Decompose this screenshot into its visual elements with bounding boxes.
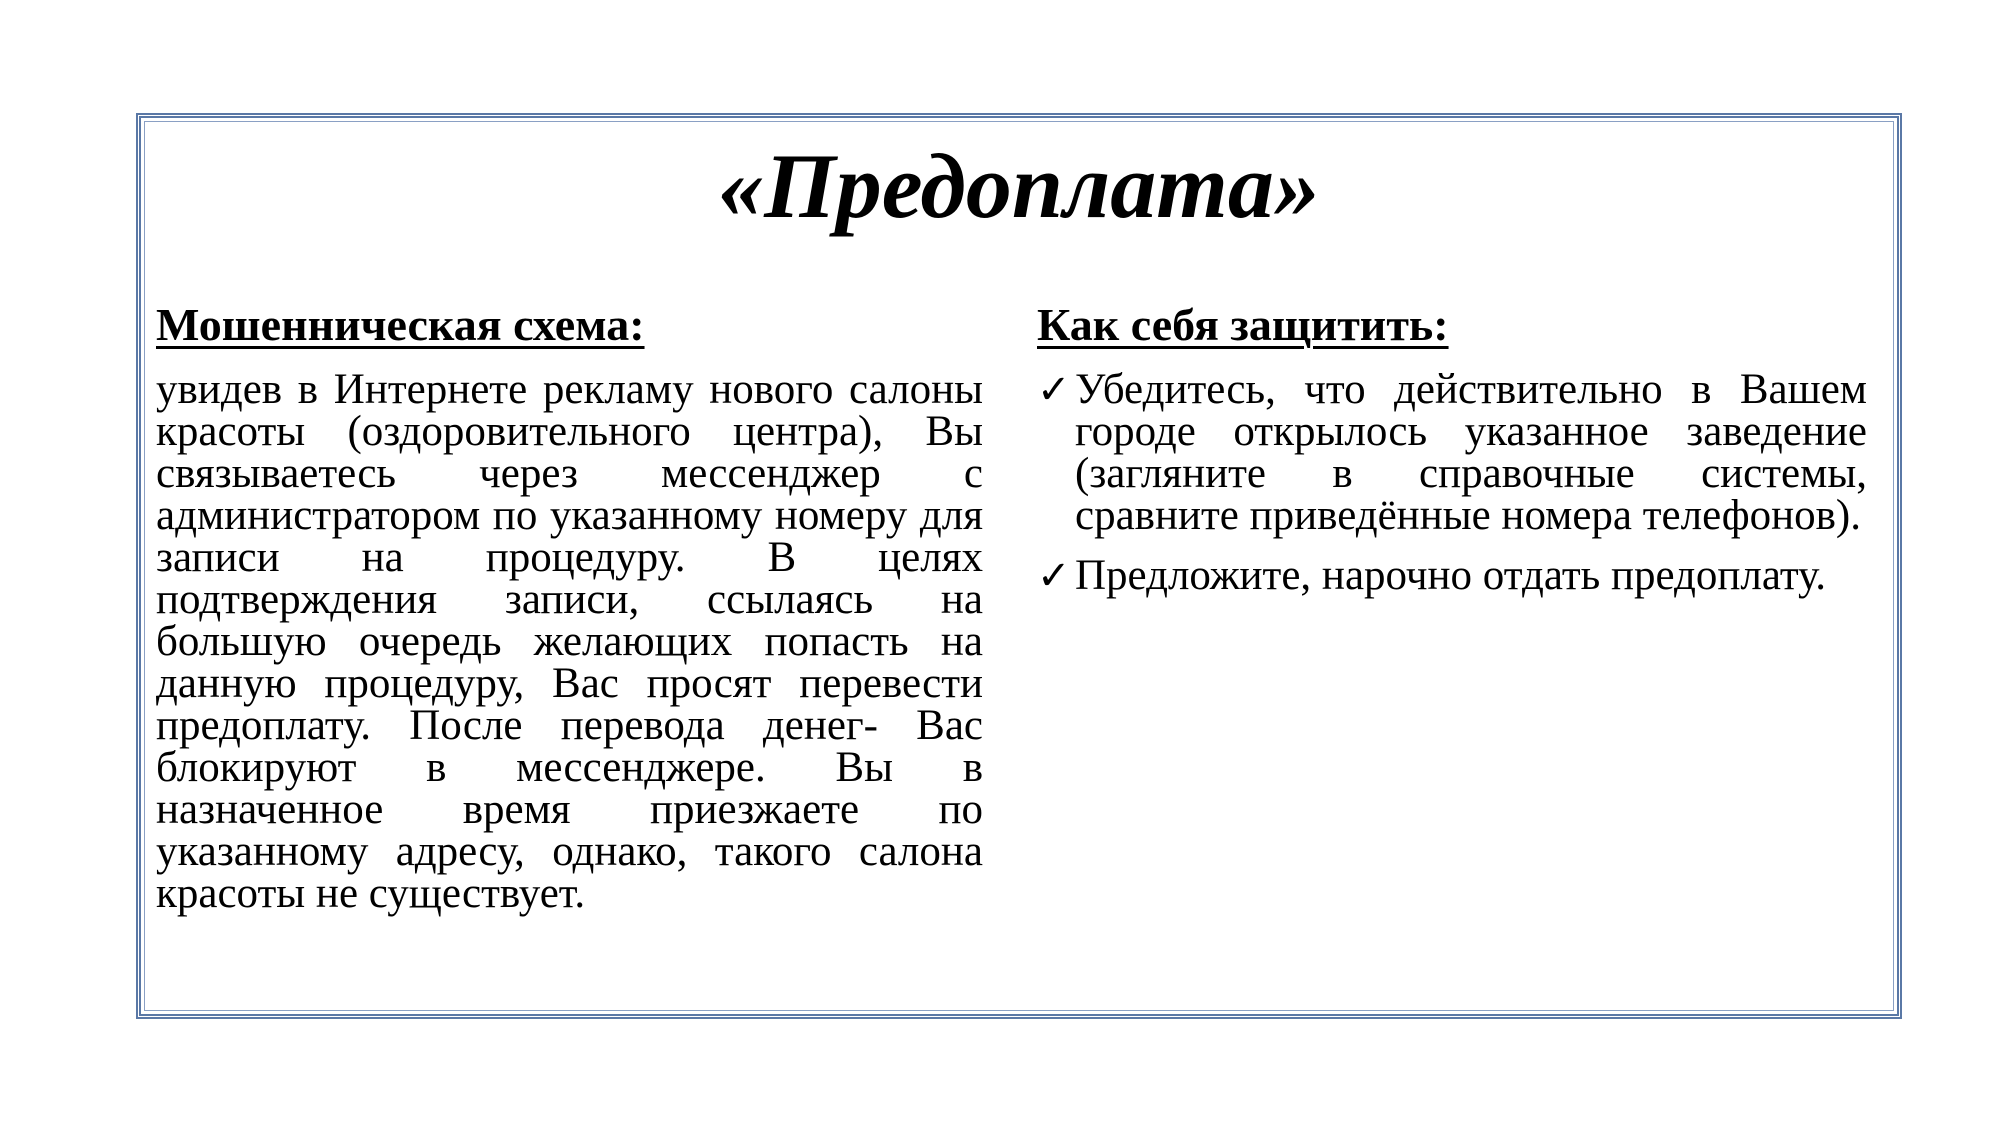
info-card [136,113,1902,1019]
page-title: «Предоплата» [718,135,1320,237]
protection-section [1037,300,1867,615]
scheme-heading: Мошенническая схема: [156,299,645,350]
protection-list [1037,365,1867,599]
list-item [1037,365,1867,539]
protection-tip-text: Предложите, нарочно отдать предоплату. [1075,551,1826,599]
scheme-section [156,300,983,915]
checkmark-icon: ✓ [1037,366,1071,413]
protection-heading: Как себя защитить: [1037,299,1449,350]
list-item [1037,551,1867,599]
scheme-description: увидев в Интернете рекламу нового салоны красоты (оздоровительного центра), Вы связываетесь через мессенджер с администратором по указанному номеру для записи на процедуру. В целях подтверждения записи, ссылаясь на большую очередь желающих попасть на данную процедуру, Вас просят перевести предоплату. После перевода денег- Вас блокируют в мессенджере. Вы в назначенное время приезжаете по указанному адресу, однако, такого салона красоты не существует. [156,365,983,917]
checkmark-icon: ✓ [1037,552,1071,599]
protection-tip-text: Убедитесь, что действительно в Вашем городе открылось указанное заведение (загляните в справочные системы, сравните приведённые номера телефонов). [1075,365,1867,539]
